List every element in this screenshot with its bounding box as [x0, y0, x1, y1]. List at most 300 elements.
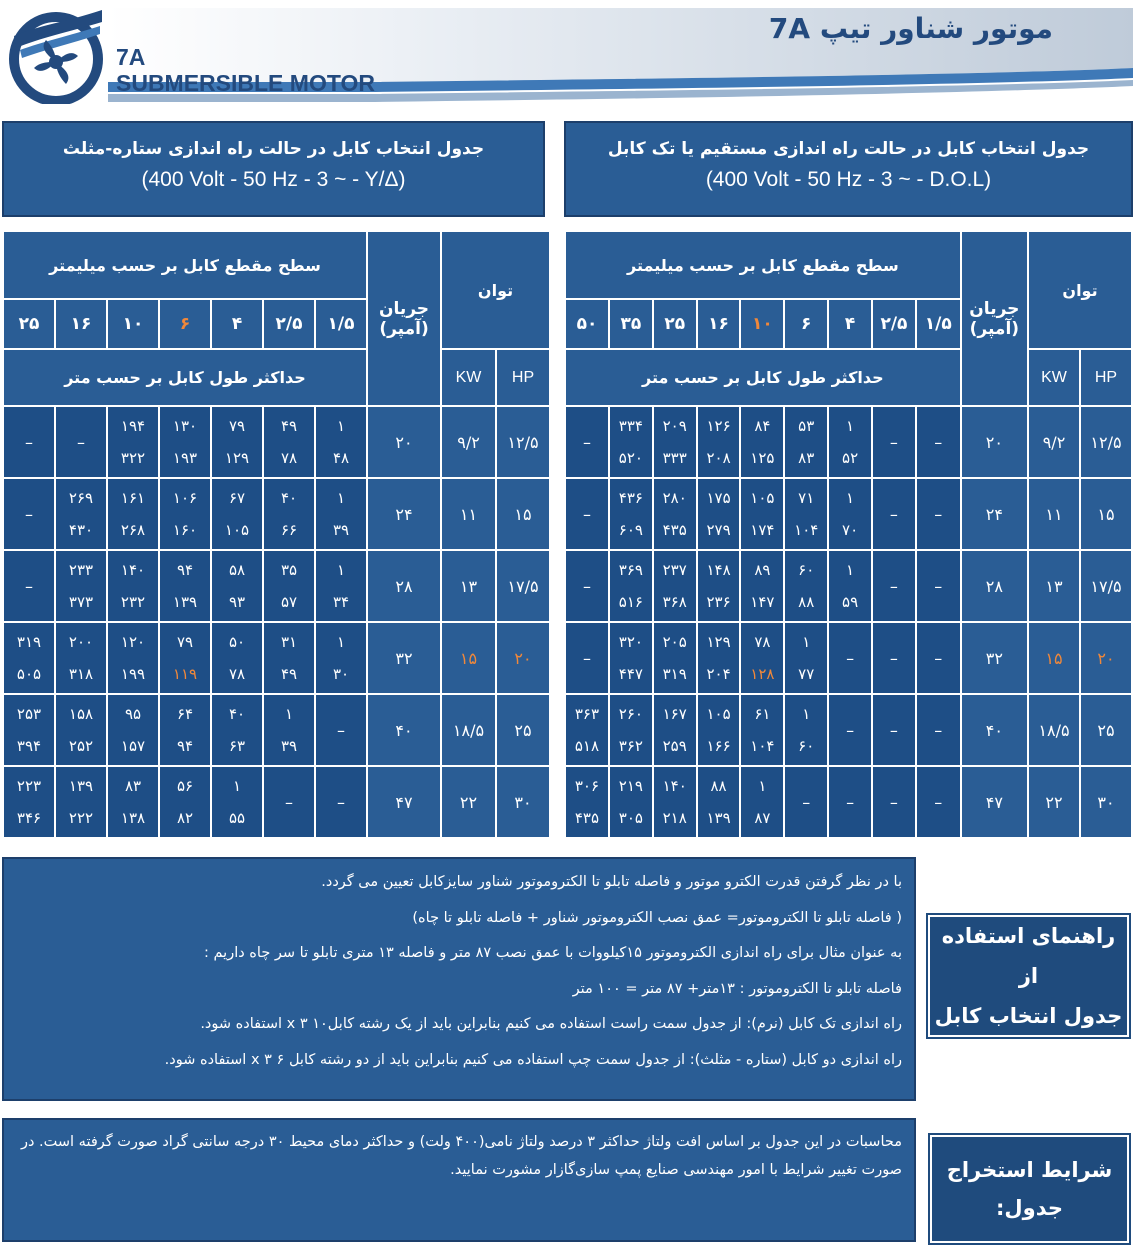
range-max: ۱۷۴ — [750, 521, 775, 539]
hp-cell: ۱۵ — [1080, 478, 1132, 550]
range-max: ۷۰ — [842, 521, 859, 539]
range-cell: – — [916, 550, 961, 622]
range-max: ۵۱۶ — [618, 593, 643, 611]
range-min: ۳۲۰ — [618, 633, 643, 651]
table-row — [3, 406, 550, 478]
page-title: موتور شناور تیپ 7A — [768, 12, 1053, 45]
range-cell — [784, 478, 828, 550]
range-min: ۲۲۳ — [16, 777, 42, 795]
range-max: ۲۵۹ — [662, 737, 687, 755]
hp-cell: ۲۰ — [496, 622, 550, 694]
range-min: ۱۶۷ — [662, 705, 687, 723]
guide-heading — [928, 915, 1129, 1037]
range-cell: – — [315, 766, 367, 838]
range-max: ۵۲ — [842, 449, 859, 467]
range-cell: – — [916, 694, 961, 766]
dol-caption-spec: (400 Volt - 50 Hz - 3 ~ - D.O.L) — [705, 168, 992, 191]
range-max: ۱۲۸ — [750, 665, 775, 683]
range-min: ۲۰۵ — [662, 633, 687, 651]
hp-cell: ۲۵ — [1080, 694, 1132, 766]
kw-cell: ۲۲ — [441, 766, 496, 838]
range-cell — [828, 406, 872, 478]
range-max: ۳۹ — [280, 737, 298, 755]
product-name: SUBMERSIBLE MOTOR — [116, 70, 375, 96]
range-cell: – — [315, 694, 367, 766]
range-cell — [740, 550, 784, 622]
range-min: ۳۶۹ — [618, 561, 643, 579]
range-min: ۳۵ — [280, 561, 298, 579]
range-cell — [159, 622, 211, 694]
current-unit: (آمپر) — [379, 318, 429, 339]
range-max: ۶۰ — [798, 737, 815, 755]
range-cell — [159, 694, 211, 766]
guide-line: به عنوان مثال برای راه اندازی الکتروموتور ۱۵کیلووات با عمق نصب ۸۷ متر و فاصله ۱۳ متری تابلو تا سر چاه داریم : — [204, 945, 902, 962]
range-max: ۴۳۵ — [662, 521, 687, 539]
range-cell — [55, 766, 107, 838]
range-min: ۴۰ — [228, 705, 246, 723]
guide-line: فاصله تابلو تا الکتروموتور : ۱۳متر+ ۸۷ متر = ۱۰۰ متر — [572, 980, 902, 997]
range-cell: – — [916, 766, 961, 838]
range-max: ۷۷ — [798, 665, 815, 683]
hp-cell: ۱۵ — [496, 478, 550, 550]
hp-cell: ۲۵ — [496, 694, 550, 766]
conditions-heading-line: شرایط استخراج — [946, 1158, 1113, 1182]
section-header: سطح مقطع کابل بر حسب میلیمتر — [565, 231, 961, 299]
range-cell: – — [872, 694, 916, 766]
range-max: ۸۸ — [798, 593, 815, 611]
range-max: ۱۳۸ — [120, 809, 146, 827]
range-min: ۱۴۸ — [706, 561, 731, 579]
range-max: ۲۷۹ — [706, 521, 731, 539]
range-max: ۶۳ — [228, 737, 246, 755]
range-max: ۲۰۸ — [706, 449, 731, 467]
size-header: ۱۰ — [740, 299, 784, 349]
range-min: ۲۶۰ — [618, 705, 643, 723]
range-cell — [609, 478, 653, 550]
range-cell — [697, 406, 741, 478]
range-min: ۴۰ — [280, 489, 298, 507]
range-cell — [653, 478, 697, 550]
guide-line: ( فاصله تابلو تا الکتروموتور= عمق نصب الکتروموتور شناور + فاصله تابلو تا چاه) — [412, 909, 902, 926]
range-max: ۷۸ — [280, 449, 298, 467]
range-max: ۲۳۲ — [120, 593, 146, 611]
kw-header: KW — [441, 349, 496, 406]
range-min: ۲۱۹ — [618, 777, 643, 795]
current-cell: ۲۸ — [367, 550, 441, 622]
size-header: ۱۶ — [55, 299, 107, 349]
guide-line: راه اندازی دو کابل (ستاره - مثلث): از جدول سمت چپ استفاده می کنیم بنابراین باید از دو رشته کابل ۶ x ۳ استفاده شود. — [164, 1051, 902, 1068]
range-cell — [784, 694, 828, 766]
range-min: ۱ — [846, 489, 855, 507]
range-cell — [315, 622, 367, 694]
length-header: حداکثر طول کابل بر حسب متر — [3, 349, 367, 406]
table-row — [3, 478, 550, 550]
range-max: ۱۰۴ — [750, 737, 775, 755]
range-max: ۲۰۴ — [706, 665, 731, 683]
range-cell — [609, 550, 653, 622]
range-min: ۷۹ — [228, 417, 246, 435]
range-max: ۱۴۷ — [750, 593, 775, 611]
range-min: ۱ — [336, 633, 346, 651]
range-cell — [55, 622, 107, 694]
range-cell: – — [3, 550, 55, 622]
kw-header: KW — [1028, 349, 1080, 406]
table-row — [565, 694, 1132, 766]
current-cell: ۲۴ — [961, 478, 1028, 550]
range-cell — [263, 478, 315, 550]
range-cell — [697, 622, 741, 694]
range-cell — [107, 406, 159, 478]
range-min: ۳۶۳ — [574, 705, 600, 723]
range-cell — [653, 550, 697, 622]
range-max: ۱۳۹ — [172, 593, 198, 611]
size-header: ۱۰ — [107, 299, 159, 349]
range-max: ۱۲۹ — [224, 449, 250, 467]
range-cell — [55, 550, 107, 622]
range-max: ۴۴۷ — [618, 665, 643, 683]
range-cell — [159, 766, 211, 838]
hp-cell: ۱۲/۵ — [1080, 406, 1132, 478]
current-cell: ۴۷ — [961, 766, 1028, 838]
range-max: ۶۶ — [280, 521, 298, 539]
range-max: ۱۲۵ — [750, 449, 775, 467]
range-max: ۱۰۵ — [224, 521, 250, 539]
range-cell: – — [828, 622, 872, 694]
range-cell — [784, 406, 828, 478]
range-cell: – — [3, 478, 55, 550]
range-max: ۲۳۶ — [706, 593, 731, 611]
range-cell: – — [872, 478, 916, 550]
range-min: ۷۱ — [798, 489, 815, 507]
range-min: ۹۴ — [176, 561, 194, 579]
kw-cell: ۱۸/۵ — [441, 694, 496, 766]
dol-cable-table — [564, 230, 1133, 839]
range-cell: – — [872, 406, 916, 478]
range-min: ۹۵ — [124, 705, 142, 723]
range-max: ۵۷ — [280, 593, 298, 611]
range-cell — [609, 694, 653, 766]
range-min: ۳۱۹ — [16, 633, 42, 651]
range-max: ۴۳۰ — [68, 521, 94, 539]
size-header: ۴ — [828, 299, 872, 349]
range-min: ۸۴ — [754, 417, 771, 435]
range-min: ۵۸ — [228, 561, 246, 579]
range-min: ۱۶۱ — [120, 489, 146, 507]
range-cell — [263, 694, 315, 766]
length-header: حداکثر طول کابل بر حسب متر — [565, 349, 961, 406]
range-cell — [211, 622, 263, 694]
size-header: ۵۰ — [565, 299, 609, 349]
kw-cell: ۱۱ — [441, 478, 496, 550]
range-cell — [609, 406, 653, 478]
range-cell: – — [565, 406, 609, 478]
size-header: ۳۵ — [609, 299, 653, 349]
range-max: ۲۱۸ — [662, 809, 687, 827]
current-label: جریان — [378, 298, 430, 319]
hp-cell: ۲۰ — [1080, 622, 1132, 694]
hp-header: HP — [496, 349, 550, 406]
range-cell — [609, 766, 653, 838]
current-cell: ۲۰ — [367, 406, 441, 478]
range-min: ۱ — [336, 417, 346, 435]
range-cell — [263, 550, 315, 622]
star-delta-table-caption — [2, 121, 545, 217]
range-max: ۴۳۵ — [574, 809, 600, 827]
range-min: ۱۳۹ — [68, 777, 94, 795]
model-english — [116, 44, 375, 96]
current-cell: ۲۸ — [961, 550, 1028, 622]
conditions-text-box — [2, 1118, 916, 1242]
current-header — [961, 231, 1028, 406]
range-max: ۳۰ — [332, 665, 350, 683]
range-cell — [159, 406, 211, 478]
range-max: ۱۳۹ — [706, 809, 731, 827]
table-row — [3, 622, 550, 694]
range-cell — [697, 478, 741, 550]
hp-cell: ۳۰ — [496, 766, 550, 838]
range-cell — [740, 406, 784, 478]
range-cell: – — [784, 766, 828, 838]
range-min: ۲۳۳ — [68, 561, 94, 579]
range-cell — [565, 766, 609, 838]
conditions-text: محاسبات در این جدول بر اساس افت ولتاژ حداکثر ۳ درصد ولتاژ نامی(۴۰۰ ولت) و حداکثر دمای محیط ۳۰ درجه سانتی گراد صورت گرفته است. در صورت تغییر شرایط با امور مهندسی صنایع پمپ سازی‌گازار مشورت نمایید. — [20, 1134, 902, 1178]
range-cell — [159, 478, 211, 550]
star-delta-caption-title: جدول انتخاب کابل در حالت راه اندازی ستاره-مثلث — [62, 139, 485, 159]
conditions-heading — [930, 1135, 1129, 1243]
current-cell: ۲۴ — [367, 478, 441, 550]
current-header — [367, 231, 441, 406]
dol-caption-title: جدول انتخاب کابل در حالت راه اندازی مستقیم یا تک کابل — [607, 139, 1090, 159]
range-cell — [740, 694, 784, 766]
range-min: ۳۱ — [280, 633, 298, 651]
range-max: ۹۴ — [176, 737, 194, 755]
company-logo-icon — [6, 4, 106, 104]
range-min: ۷۹ — [176, 633, 194, 651]
range-cell — [55, 694, 107, 766]
range-cell — [211, 694, 263, 766]
range-min: ۱ — [846, 417, 855, 435]
range-max: ۱۰۴ — [794, 521, 819, 539]
range-min: ۲۰۰ — [68, 633, 94, 651]
range-cell — [315, 550, 367, 622]
range-min: ۱۰۵ — [750, 489, 775, 507]
range-cell — [3, 622, 55, 694]
range-min: ۱ — [802, 705, 811, 723]
range-cell: – — [828, 766, 872, 838]
size-header: ۲/۵ — [263, 299, 315, 349]
range-cell — [653, 766, 697, 838]
model-code: 7A — [116, 44, 146, 70]
range-min: ۱۵۸ — [68, 705, 94, 723]
range-cell — [653, 622, 697, 694]
current-cell: ۴۰ — [961, 694, 1028, 766]
guide-line: با در نظر گرفتن قدرت الکترو موتور و فاصله تابلو تا الکتروموتور شناور سایزکابل تعیین می گردد. — [321, 874, 902, 890]
range-cell — [159, 550, 211, 622]
range-cell: – — [916, 622, 961, 694]
table-row — [565, 622, 1132, 694]
table-row — [565, 406, 1132, 478]
range-cell: – — [565, 478, 609, 550]
range-min: ۱ — [284, 705, 294, 723]
range-cell — [697, 766, 741, 838]
range-max: ۳۹ — [332, 521, 350, 539]
range-max: ۱۱۹ — [172, 665, 198, 683]
range-min: ۴۹ — [280, 417, 298, 435]
range-min: ۸۸ — [710, 777, 727, 795]
range-min: ۸۳ — [124, 777, 142, 795]
range-min: ۸۹ — [754, 561, 771, 579]
range-cell: – — [263, 766, 315, 838]
star-delta-caption-spec: (400 Volt - 50 Hz - 3 ~ - Y/Δ) — [141, 168, 406, 191]
range-cell — [653, 406, 697, 478]
range-min: ۱۰۵ — [706, 705, 731, 723]
kw-cell: ۹/۲ — [441, 406, 496, 478]
range-cell — [609, 622, 653, 694]
current-label: جریان — [969, 298, 1020, 319]
table-row — [565, 766, 1132, 838]
range-max: ۱۹۳ — [172, 449, 198, 467]
size-header: ۱/۵ — [315, 299, 367, 349]
kw-cell: ۱۵ — [441, 622, 496, 694]
range-min: ۲۸۰ — [662, 489, 687, 507]
guide-heading-line: راهنمای استفاده از — [941, 924, 1116, 988]
size-header: ۲/۵ — [872, 299, 916, 349]
size-header: ۶ — [784, 299, 828, 349]
hp-cell: ۱۷/۵ — [496, 550, 550, 622]
range-max: ۲۲۲ — [68, 809, 94, 827]
range-cell — [211, 406, 263, 478]
current-unit: (آمپر) — [969, 318, 1020, 339]
size-header: ۶ — [159, 299, 211, 349]
range-cell — [828, 550, 872, 622]
range-max: ۲۵۲ — [68, 737, 94, 755]
range-cell — [740, 622, 784, 694]
range-cell: – — [872, 622, 916, 694]
range-max: ۵۲۰ — [618, 449, 643, 467]
kw-cell: ۹/۲ — [1028, 406, 1080, 478]
range-cell: – — [916, 478, 961, 550]
kw-cell: ۱۳ — [441, 550, 496, 622]
range-cell — [828, 478, 872, 550]
guide-text-box — [2, 857, 916, 1101]
range-max: ۵۱۸ — [574, 737, 600, 755]
kw-cell: ۱۵ — [1028, 622, 1080, 694]
range-min: ۲۶۹ — [68, 489, 94, 507]
kw-cell: ۲۲ — [1028, 766, 1080, 838]
range-cell — [211, 478, 263, 550]
range-min: ۱ — [232, 777, 242, 795]
range-cell: – — [565, 550, 609, 622]
range-cell: – — [3, 406, 55, 478]
size-header: ۴ — [211, 299, 263, 349]
range-cell — [653, 694, 697, 766]
guide-heading-line: جدول انتخاب کابل — [934, 1004, 1123, 1028]
range-max: ۱۶۶ — [706, 737, 731, 755]
range-min: ۴۳۶ — [618, 489, 643, 507]
range-min: ۷۸ — [754, 633, 771, 651]
range-min: ۱۹۴ — [120, 417, 146, 435]
range-max: ۳۶۲ — [618, 737, 643, 755]
current-cell: ۳۲ — [367, 622, 441, 694]
range-min: ۱۲۰ — [120, 633, 146, 651]
current-cell: ۲۰ — [961, 406, 1028, 478]
range-min: ۲۰۹ — [662, 417, 687, 435]
hp-cell: ۳۰ — [1080, 766, 1132, 838]
range-cell: – — [872, 550, 916, 622]
table-row — [3, 694, 550, 766]
range-cell: – — [828, 694, 872, 766]
size-header: ۱/۵ — [916, 299, 961, 349]
range-cell — [315, 406, 367, 478]
range-min: ۱۲۹ — [706, 633, 731, 651]
range-min: ۳۳۴ — [618, 417, 643, 435]
range-min: ۱۰۶ — [172, 489, 198, 507]
range-cell: – — [916, 406, 961, 478]
range-cell — [263, 406, 315, 478]
range-cell — [263, 622, 315, 694]
range-min: ۶۰ — [798, 561, 815, 579]
dol-table-caption — [564, 121, 1133, 217]
range-max: ۵۵ — [228, 809, 246, 827]
range-max: ۵۹ — [842, 593, 859, 611]
range-cell — [3, 694, 55, 766]
range-max: ۴۹ — [280, 665, 298, 683]
range-min: ۵۳ — [798, 417, 815, 435]
range-max: ۸۷ — [754, 809, 771, 827]
current-cell: ۳۲ — [961, 622, 1028, 694]
size-header: ۲۵ — [653, 299, 697, 349]
range-cell — [784, 550, 828, 622]
range-cell — [784, 622, 828, 694]
range-max: ۴۸ — [332, 449, 350, 467]
table-row — [3, 766, 550, 838]
range-min: ۱ — [802, 633, 811, 651]
range-min: ۶۴ — [176, 705, 194, 723]
range-cell — [740, 766, 784, 838]
range-max: ۳۴۶ — [16, 809, 42, 827]
section-header: سطح مقطع کابل بر حسب میلیمتر — [3, 231, 367, 299]
range-max: ۳۷۳ — [68, 593, 94, 611]
range-min: ۱۳۰ — [172, 417, 198, 435]
range-cell — [55, 478, 107, 550]
range-max: ۳۱۹ — [662, 665, 687, 683]
range-cell — [565, 694, 609, 766]
kw-cell: ۱۸/۵ — [1028, 694, 1080, 766]
range-cell — [211, 766, 263, 838]
range-min: ۱۷۵ — [706, 489, 731, 507]
range-min: ۲۵۳ — [16, 705, 42, 723]
table-row — [565, 478, 1132, 550]
range-max: ۶۰۹ — [618, 521, 643, 539]
range-min: ۱۴۰ — [120, 561, 146, 579]
range-cell — [107, 550, 159, 622]
range-max: ۳۱۸ — [68, 665, 94, 683]
range-min: ۵۶ — [176, 777, 194, 795]
range-max: ۹۳ — [228, 593, 246, 611]
range-max: ۱۵۷ — [120, 737, 146, 755]
range-cell — [107, 622, 159, 694]
range-cell — [107, 478, 159, 550]
range-cell — [697, 550, 741, 622]
range-max: ۵۰۵ — [16, 665, 42, 683]
range-min: ۱ — [336, 489, 346, 507]
hp-cell: ۱۷/۵ — [1080, 550, 1132, 622]
power-header: توان — [441, 231, 550, 349]
range-min: ۵۰ — [228, 633, 246, 651]
range-min: ۱۴۰ — [662, 777, 687, 795]
range-cell — [697, 694, 741, 766]
range-cell: – — [565, 622, 609, 694]
